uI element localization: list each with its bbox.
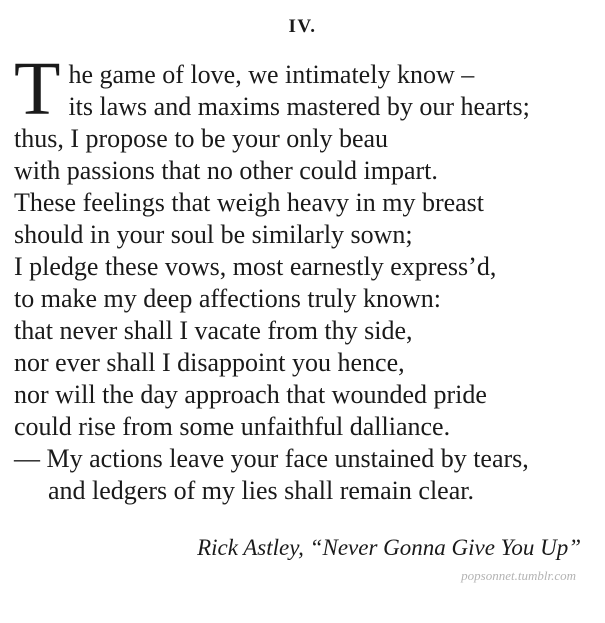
sonnet-number-heading: IV. [288, 16, 317, 37]
poem-line: should in your soul be similarly sown; [14, 220, 413, 249]
poem-line-couplet-second: and ledgers of my lies shall remain clear. [48, 476, 474, 505]
poem-line: to make my deep affections truly known: [14, 284, 441, 313]
poem-line: that never shall I vacate from thy side, [14, 316, 413, 345]
poem-line: he game of love, we intimately know – [68, 60, 475, 89]
site-watermark: popsonnet.tumblr.com [461, 568, 576, 583]
song-attribution: Rick Astley, “Never Gonna Give You Up” [197, 535, 581, 560]
poem-line-couplet-first: — My actions leave your face unstained by tears, [14, 444, 529, 473]
poem-line: its laws and maxims mastered by our hearts; [68, 92, 530, 121]
poem-line: I pledge these vows, most earnestly express’d, [14, 252, 497, 281]
poem-line: These feelings that weigh heavy in my breast [14, 188, 485, 217]
poem-body [14, 47, 595, 507]
drop-cap-letter: T [14, 47, 61, 131]
poem-line: nor will the day approach that wounded pride [14, 380, 487, 409]
poem-line: nor ever shall I disappoint you hence, [14, 348, 405, 377]
poem-line: thus, I propose to be your only beau [14, 124, 389, 153]
poem-line: with passions that no other could impart. [14, 156, 438, 185]
poem-line: could rise from some unfaithful dalliance. [14, 412, 451, 441]
